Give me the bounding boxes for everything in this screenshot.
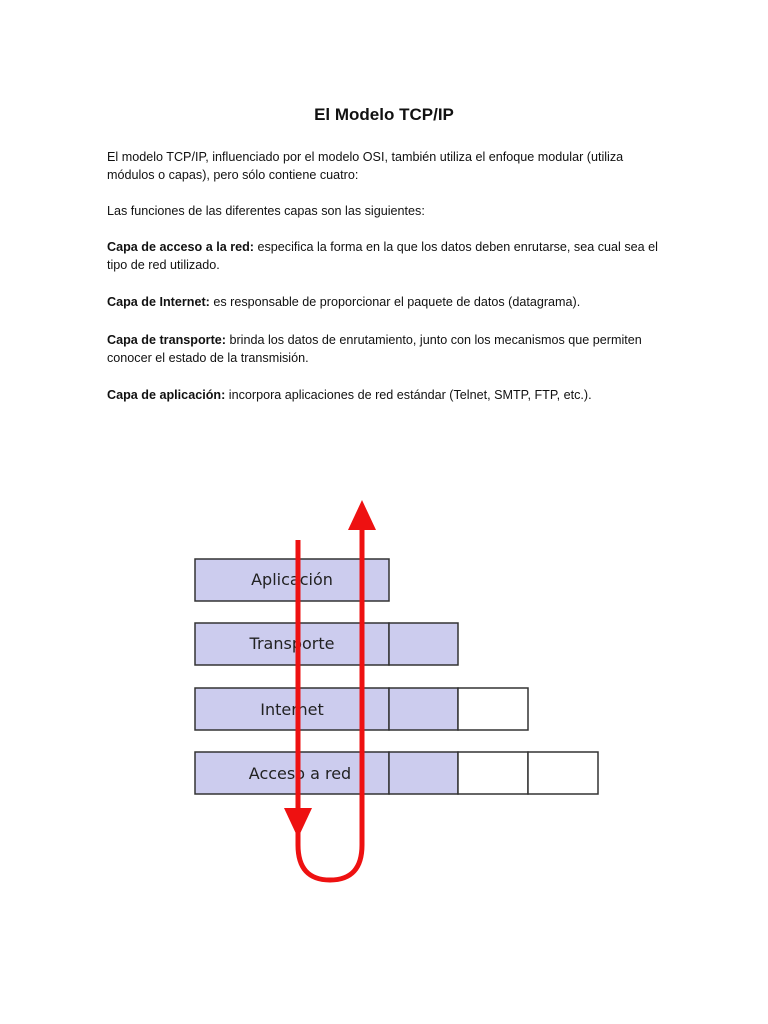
layer-paragraph-application <box>107 386 667 404</box>
layer-term: Capa de acceso a la red: <box>107 240 254 254</box>
header-cell <box>458 752 528 794</box>
layer-label: Aplicación <box>251 570 333 589</box>
header-cell <box>458 688 528 730</box>
layer-term: Capa de Internet: <box>107 295 210 309</box>
layer-label: Transporte <box>249 634 335 653</box>
page-title: El Modelo TCP/IP <box>314 105 454 124</box>
layer-paragraph-network-access <box>107 238 667 274</box>
layer-row-transport <box>195 623 458 665</box>
layer-term: Capa de transporte: <box>107 333 226 347</box>
header-cell <box>389 752 458 794</box>
header-cell <box>389 623 458 665</box>
intro-paragraph: El modelo TCP/IP, influenciado por el modelo OSI, también utiliza el enfoque modular (utiliza módulos o capas), pero sólo contiene cuatro: <box>107 150 624 182</box>
layer-description: especifica la forma en la que los datos deben enrutarse, sea cual sea el tipo de red utilizado. <box>107 240 658 272</box>
layer-label: Internet <box>260 700 324 719</box>
layer-term: Capa de aplicación: <box>107 388 226 402</box>
layer-row-network-access <box>195 752 598 794</box>
layer-paragraph-internet <box>107 293 667 311</box>
layer-paragraph-transport <box>107 331 667 367</box>
header-cell <box>389 688 458 730</box>
layer-label: Acceso a red <box>248 764 352 783</box>
header-cell <box>528 752 598 794</box>
tcpip-layers-diagram <box>180 490 610 890</box>
functions-heading: Las funciones de las diferentes capas son las siguientes: <box>107 204 425 218</box>
layer-description: es responsable de proporcionar el paquete de datos (datagrama). <box>209 295 581 309</box>
layer-description: brinda los datos de enrutamiento, junto con los mecanismos que permiten conocer el estado de la transmisión. <box>107 333 642 365</box>
layer-description: incorpora aplicaciones de red estándar (Telnet, SMTP, FTP, etc.). <box>225 388 592 402</box>
arrow-down-head-icon <box>284 808 312 838</box>
arrow-up-head-icon <box>348 500 376 530</box>
